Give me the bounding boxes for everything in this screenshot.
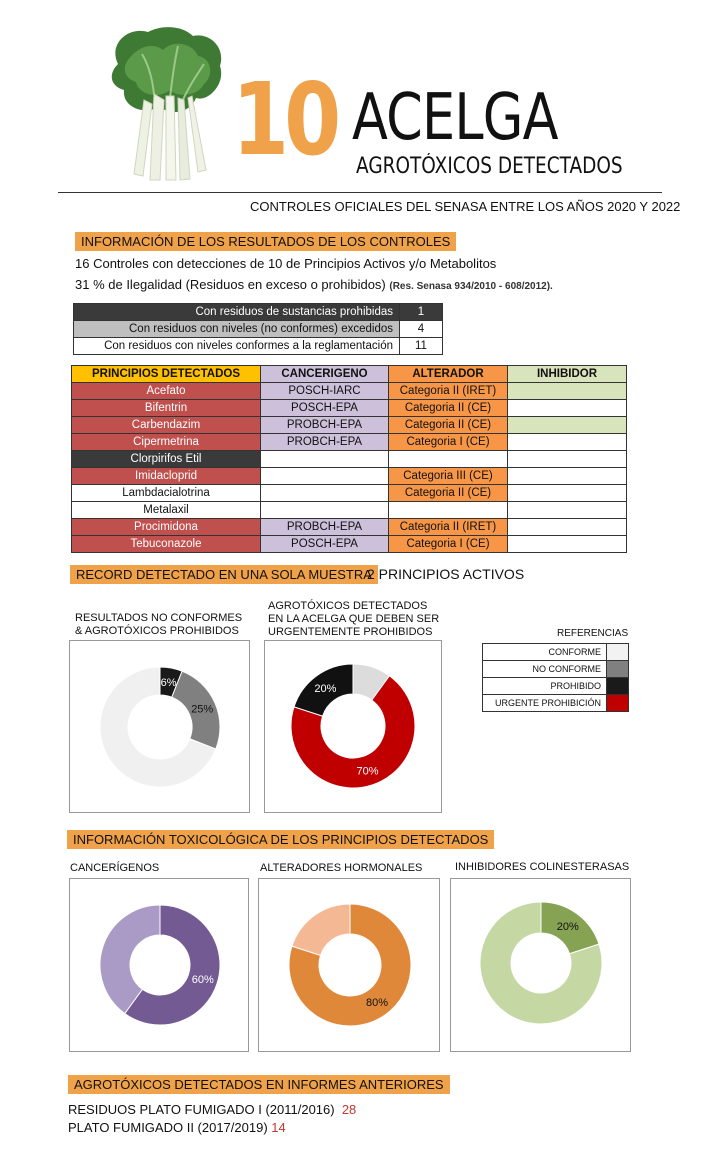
summary-label: Con residuos con niveles (no conformes) excedidos <box>74 321 400 338</box>
principle-alter: Categoria II (CE) <box>389 417 508 434</box>
info-line-1: 16 Controles con detecciones de 10 de Principios Activos y/o Metabolitos <box>75 256 497 271</box>
legend-row <box>483 661 629 678</box>
principle-inhib <box>508 400 627 417</box>
legend-row <box>483 678 629 695</box>
previous-value-1: 28 <box>341 1102 357 1117</box>
previous-heading: AGROTÓXICOS DETECTADOS EN INFORMES ANTERIORES <box>68 1075 450 1094</box>
record-heading: RECORD DETECTADO EN UNA SOLA MUESTRA <box>70 565 378 584</box>
pie-label: 25% <box>191 703 214 716</box>
principle-inhib <box>508 468 627 485</box>
principle-name: Cipermetrina <box>72 434 261 451</box>
legend-swatch <box>607 644 629 661</box>
chart-inhibidores <box>451 879 632 1053</box>
principle-cancer: PROBCH-EPA <box>261 417 389 434</box>
principle-alter <box>389 502 508 519</box>
table-row <box>72 417 627 434</box>
page-subtitle: AGROTÓXICOS DETECTADOS <box>356 154 623 179</box>
summary-value: 11 <box>400 338 443 355</box>
chart-panel-5 <box>450 878 631 1052</box>
principle-alter: Categoria III (CE) <box>389 468 508 485</box>
pie-label: 20% <box>556 921 579 934</box>
table-row <box>72 383 627 400</box>
table-row <box>72 519 627 536</box>
col-inhibidor: INHIBIDOR <box>508 366 627 383</box>
principle-cancer: PROBCH-EPA <box>261 519 389 536</box>
pie-label: 80% <box>366 997 389 1010</box>
summary-value: 1 <box>400 304 443 321</box>
header-divider <box>58 192 662 193</box>
principle-cancer <box>261 485 389 502</box>
inhib-caption: INHIBIDORES COLINESTERASAS <box>455 861 630 873</box>
table-row <box>72 502 627 519</box>
principle-inhib <box>508 451 627 468</box>
legend-label: CONFORME <box>483 644 607 661</box>
summary-row <box>74 321 443 338</box>
summary-row <box>74 304 443 321</box>
legend-label: URGENTE PROHIBICIÓN <box>483 695 607 712</box>
legend-row <box>483 695 629 712</box>
principle-name: Lambdacialotrina <box>72 485 261 502</box>
principle-inhib <box>508 383 627 400</box>
table-row <box>72 434 627 451</box>
principle-inhib <box>508 485 627 502</box>
principle-name: Acefato <box>72 383 261 400</box>
principle-alter: Categoria II (IRET) <box>389 383 508 400</box>
chart-panel-2 <box>264 640 442 813</box>
col-cancerigeno: CANCERIGENO <box>261 366 389 383</box>
principle-cancer <box>261 468 389 485</box>
legend-row <box>483 644 629 661</box>
res-reference: (Res. Senasa 934/2010 - 608/2012). <box>389 281 553 292</box>
principle-inhib <box>508 502 627 519</box>
summary-row <box>74 338 443 355</box>
chart-urgentes <box>265 641 443 814</box>
principle-alter: Categoria II (CE) <box>389 485 508 502</box>
previous-line-2: PLATO FUMIGADO II (2017/2019) 14 <box>68 1120 286 1135</box>
legend-swatch <box>607 661 629 678</box>
previous-value-2: 14 <box>271 1120 286 1135</box>
principle-name: Procimidona <box>72 519 261 536</box>
pie-label: 60% <box>191 973 214 986</box>
principle-inhib <box>508 519 627 536</box>
record-value: 2 PRINCIPIOS ACTIVOS <box>367 566 525 582</box>
summary-table <box>73 303 443 355</box>
table-row <box>72 485 627 502</box>
previous-line-1: RESIDUOS PLATO FUMIGADO I (2011/2016) 28 <box>68 1102 357 1117</box>
chart-alteradores <box>259 879 441 1053</box>
legend-label: NO CONFORME <box>483 661 607 678</box>
principle-name: Tebuconazole <box>72 536 261 553</box>
table-row <box>72 468 627 485</box>
principle-name: Clorpirifos Etil <box>72 451 261 468</box>
toxic-heading: INFORMACIÓN TOXICOLÓGICA DE LOS PRINCIPIOS DETECTADOS <box>67 830 494 849</box>
principle-alter: Categoria I (CE) <box>389 434 508 451</box>
cancer-caption: CANCERÍGENOS <box>70 862 160 874</box>
principle-alter: Categoria II (IRET) <box>389 519 508 536</box>
legend-label: PROHIBIDO <box>483 678 607 695</box>
principles-table <box>71 365 627 553</box>
principle-cancer: POSCH-IARC <box>261 383 389 400</box>
table-row <box>72 536 627 553</box>
pie-label: 6% <box>160 676 177 689</box>
pie-label: 20% <box>314 682 337 695</box>
summary-label: Con residuos de sustancias prohibidas <box>74 304 400 321</box>
pie-label: 70% <box>356 765 379 778</box>
chart-panel-3 <box>69 878 249 1052</box>
legend-swatch <box>607 695 629 712</box>
info-heading: INFORMACIÓN DE LOS RESULTADOS DE LOS CONTROLES <box>75 232 456 251</box>
principle-alter: Categoria II (CE) <box>389 400 508 417</box>
chart-panel-4 <box>258 878 440 1052</box>
legend-title: REFERENCIAS <box>557 628 629 639</box>
principle-name: Bifentrin <box>72 400 261 417</box>
principle-alter <box>389 451 508 468</box>
alter-caption: ALTERADORES HORMONALES <box>260 862 423 874</box>
controles-caption: CONTROLES OFICIALES DEL SENASA ENTRE LOS AÑOS 2020 Y 2022 <box>250 199 681 214</box>
principle-cancer: POSCH-EPA <box>261 536 389 553</box>
table-row <box>72 451 627 468</box>
chart-cancerigenos <box>70 879 250 1053</box>
legend-swatch <box>607 678 629 695</box>
summary-label: Con residuos con niveles conformes a la reglamentación <box>74 338 400 355</box>
principle-cancer <box>261 502 389 519</box>
summary-value: 4 <box>400 321 443 338</box>
col-principios: PRINCIPIOS DETECTADOS <box>72 366 261 383</box>
chart-2-caption: AGROTÓXICOS DETECTADOS EN LA ACELGA QUE DEBEN SER URGENTEMENTE PROHIBIDOS <box>268 600 440 639</box>
chard-illustration <box>108 24 226 184</box>
principle-inhib <box>508 536 627 553</box>
info-line-2: 31 % de Ilegalidad (Residuos en exceso o prohibidos) (Res. Senasa 934/2010 - 608/2012). <box>75 277 553 292</box>
principle-name: Imidacloprid <box>72 468 261 485</box>
principle-cancer: PROBCH-EPA <box>261 434 389 451</box>
col-alterador: ALTERADOR <box>389 366 508 383</box>
principle-name: Carbendazim <box>72 417 261 434</box>
principles-header-row <box>72 366 627 383</box>
report-number: 10 <box>232 61 337 178</box>
chart-no-conformes <box>70 641 251 814</box>
principle-cancer <box>261 451 389 468</box>
pie-slice-resto <box>292 904 350 955</box>
principle-name: Metalaxil <box>72 502 261 519</box>
chart-1-caption: RESULTADOS NO CONFORMES & AGROTÓXICOS PROHIBIDOS <box>75 612 243 638</box>
table-row <box>72 400 627 417</box>
page-title: ACELGA <box>352 81 558 155</box>
principle-inhib <box>508 417 627 434</box>
principle-alter: Categoria I (CE) <box>389 536 508 553</box>
chart-panel-1 <box>69 640 250 813</box>
principle-cancer: POSCH-EPA <box>261 400 389 417</box>
principle-inhib <box>508 434 627 451</box>
legend-table <box>482 643 629 712</box>
